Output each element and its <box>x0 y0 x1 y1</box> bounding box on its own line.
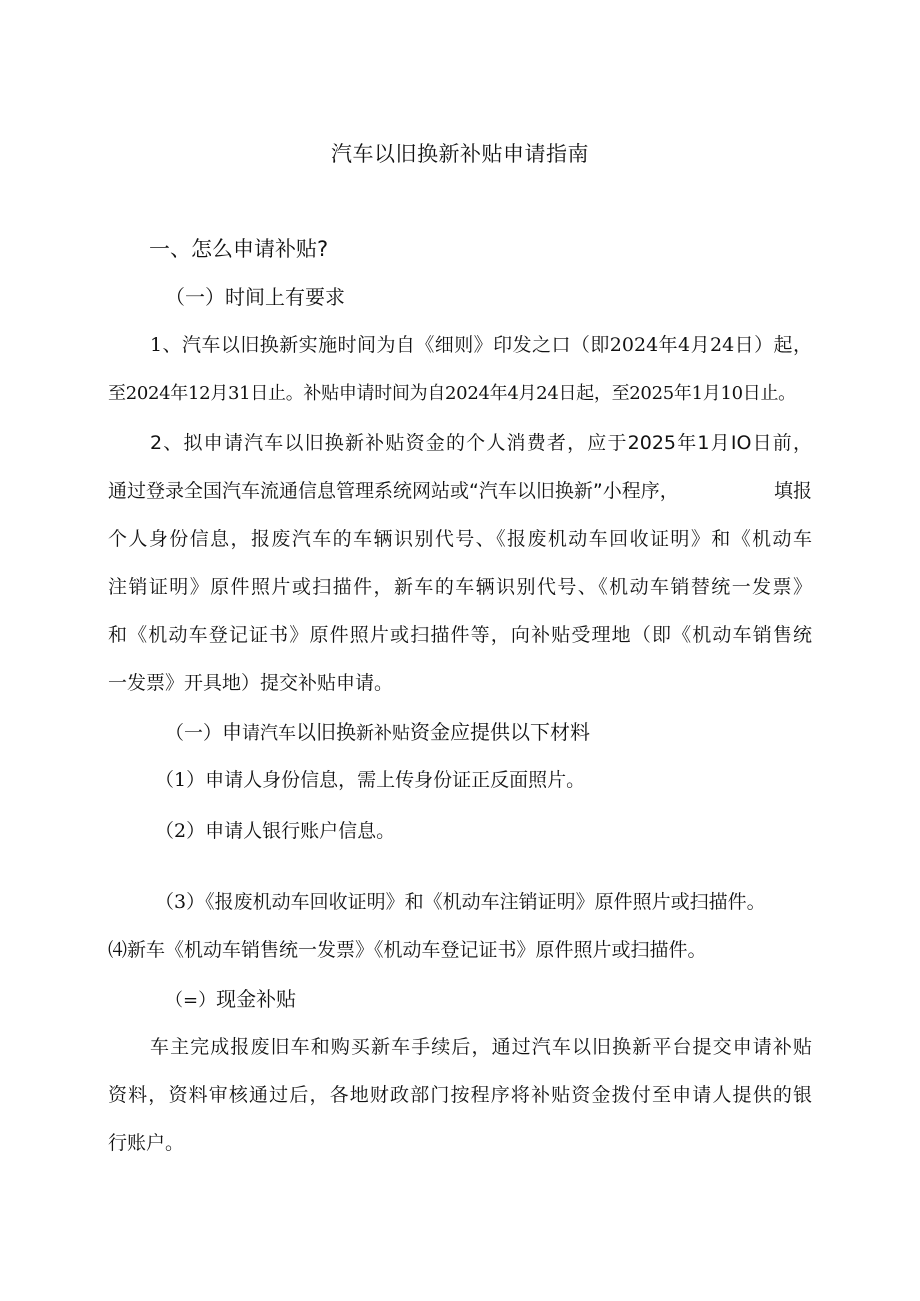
item2-line4: 注销证明》原件照片或扫描件，新车的车辆识别代号、《机动车销替统一发票》 <box>108 576 812 598</box>
item2-line3: 个人身份信息，报废汽车的车辆识别代号、《报废机动车回收证明》和《机动车 <box>108 528 812 550</box>
material-item-1: （1）申请人身份信息，需上传身份证正反面照片。 <box>155 769 586 791</box>
materials-heading-part-d: 新补贴 <box>356 723 411 744</box>
subsection-heading-time-requirement: （一）时间上有要求 <box>165 285 345 309</box>
item2-line2 <box>108 478 812 504</box>
materials-heading-part-e: 资金应提供以下材料 <box>410 720 591 744</box>
material-item-2: （2）申请人银行账户信息。 <box>155 820 396 842</box>
item2-line2-rest-text: 填报 <box>773 480 812 502</box>
item1-line1: 1、汽车以旧换新实施时间为自《细则》印发之口（即2024年4月24日）起， <box>150 334 812 356</box>
material-item-4: ⑷新车《机动车销售统一发票》《机动车登记证书》原件照片或扫描件。 <box>108 939 707 961</box>
subsection-heading-cash-subsidy <box>165 986 296 1014</box>
item2-line6: 一发票》开具地）提交补贴申请。 <box>108 672 394 694</box>
materials-heading-part-a: 申 <box>222 720 243 744</box>
cash-line1: 车主完成报废旧车和购买新车手续后，通过汽车以旧换新平台提交申请补贴 <box>150 1036 812 1058</box>
document-title: 汽车以旧换新补贴申请指南 <box>331 142 589 166</box>
section-heading-how-to-apply: 一、怎么申请补贴? <box>149 237 329 261</box>
materials-heading-part-c: 以旧换 <box>296 720 357 744</box>
cash-line3: 行账户。 <box>108 1132 185 1154</box>
cash-heading-prefix: （=） <box>165 990 217 1011</box>
item1-line2: 至2024年12月31日止。补贴申请时间为自2024年4月24日起，至2025年1月10日止。 <box>108 383 796 404</box>
cash-line2: 资料，资料审核通过后，各地财政部门按程序将补贴资金拨付至申请人提供的银 <box>108 1084 812 1106</box>
material-item-3: （3）《报废机动车回收证明》和《机动车注销证明》原件照片或扫描件。 <box>155 891 766 913</box>
item2-line2-bold-text: 通过登录全国汽车流通信息管理系统网站或“汽车以旧换新”小程序， <box>108 480 679 502</box>
materials-heading-part-b: 请汽车 <box>242 723 297 744</box>
item2-line1: 2、拟申请汽车以旧换新补贴资金的个人消费者，应于2025年1月IO日前， <box>150 432 812 454</box>
cash-heading-text: 现金补贴 <box>216 987 297 1011</box>
item2-line5: 和《机动车登记证书》原件照片或扫描件等，向补贴受理地（即《机动车销售统 <box>108 624 812 646</box>
materials-heading-prefix: （一） <box>165 722 223 744</box>
subsection-heading-materials <box>165 719 590 747</box>
